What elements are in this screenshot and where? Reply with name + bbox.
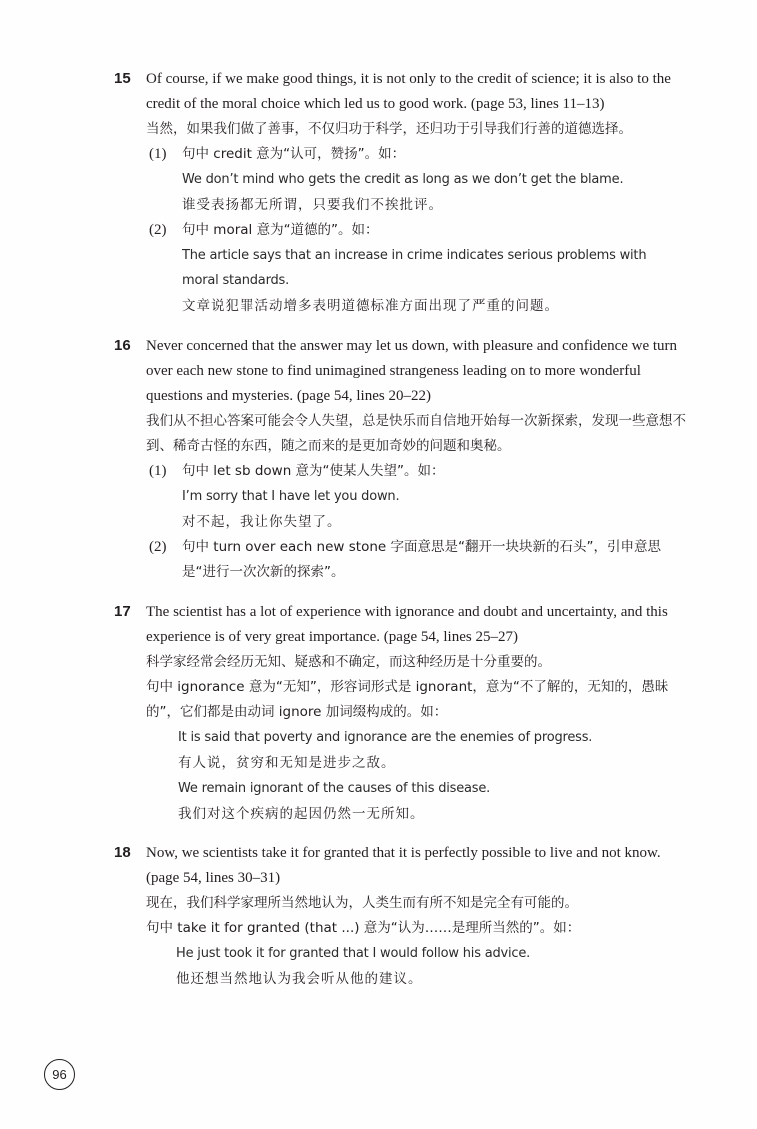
chinese-translation: 科学家经常会经历无知、疑惑和不确定，而这种经历是十分重要的。 (146, 654, 551, 670)
page-number: 96 (44, 1059, 75, 1090)
note-text: 句中 let sb down 意为“使某人失望”。如： (182, 463, 445, 479)
note-label: (2) (149, 539, 167, 555)
example-chinese: 他还想当然地认为我会听从他的建议。 (176, 971, 423, 987)
note-text: 句中 moral 意为“道德的”。如： (182, 222, 379, 238)
english-sentence: Never concerned that the answer may let us down, with pleasure and confidence we turn over each new stone to find unimagined strangeness leading on to more wonderful questions and mysteries. (page 54, lines 20–22) (146, 338, 678, 404)
entry-number: 15 (114, 70, 131, 87)
example-english: We don’t mind who gets the credit as long as we don’t get the blame. (182, 172, 624, 187)
note-item (146, 218, 686, 319)
explanation: 句中 take it for granted (that ...) 意为“认为……是理所当然的”。如： (146, 920, 581, 936)
entry-18 (0, 841, 757, 992)
example-english: We remain ignorant of the causes of this disease. (178, 781, 491, 796)
note-item (146, 535, 686, 585)
entry-number: 16 (114, 337, 131, 354)
english-sentence: Now, we scientists take it for granted that it is perfectly possible to live and not know. (page 54, lines 30–31) (146, 845, 661, 886)
explanation: 句中 ignorance 意为“无知”，形容词形式是 ignorant，意为“不了解的，无知的，愚昧的”，它们都是由动词 ignore 加词缀构成的。如： (146, 679, 669, 720)
note-label: (1) (149, 463, 167, 479)
example-english: The article says that an increase in crime indicates serious problems with moral standards. (182, 248, 647, 288)
entry-17 (0, 600, 757, 827)
example-english: I’m sorry that I have let you down. (182, 489, 400, 504)
note-item (146, 459, 686, 535)
note-label: (1) (149, 146, 167, 162)
example-chinese: 文章说犯罪活动增多表明道德标准方面出现了严重的问题。 (182, 298, 559, 314)
example-chinese: 对不起，我让你失望了。 (182, 514, 342, 530)
english-sentence: The scientist has a lot of experience with ignorance and doubt and uncertainty, and this experience is of very great importance. (page 54, lines 25–27) (146, 604, 668, 645)
note-text: 句中 turn over each new stone 字面意思是“翻开一块块新的石头”，引申意思是“进行一次次新的探索”。 (182, 539, 661, 580)
note-item (146, 142, 686, 218)
entry-number: 18 (114, 844, 131, 861)
note-text: 句中 credit 意为“认可，赞扬”。如： (182, 146, 406, 162)
note-label: (2) (149, 222, 167, 238)
chinese-translation: 当然，如果我们做了善事，不仅归功于科学，还归功于引导我们行善的道德选择。 (146, 121, 632, 137)
example-english: It is said that poverty and ignorance are the enemies of progress. (178, 730, 593, 745)
entry-16 (0, 334, 757, 585)
chinese-translation: 我们从不担心答案可能会令人失望，总是快乐而自信地开始每一次新探索，发现一些意想不到、稀奇古怪的东西，随之而来的是更加奇妙的问题和奥秘。 (146, 413, 686, 454)
entry-15 (0, 67, 757, 319)
english-sentence: Of course, if we make good things, it is not only to the credit of science; it is also to the credit of the moral choice which led us to good work. (page 53, lines 11–13) (146, 71, 671, 112)
entry-number: 17 (114, 603, 131, 620)
example-english: He just took it for granted that I would follow his advice. (176, 946, 531, 961)
example-chinese: 有人说，贫穷和无知是进步之敌。 (178, 755, 396, 771)
example-chinese: 我们对这个疾病的起因仍然一无所知。 (178, 806, 425, 822)
chinese-translation: 现在，我们科学家理所当然地认为，人类生而有所不知是完全有可能的。 (146, 895, 578, 911)
example-chinese: 谁受表扬都无所谓，只要我们不挨批评。 (182, 197, 443, 213)
